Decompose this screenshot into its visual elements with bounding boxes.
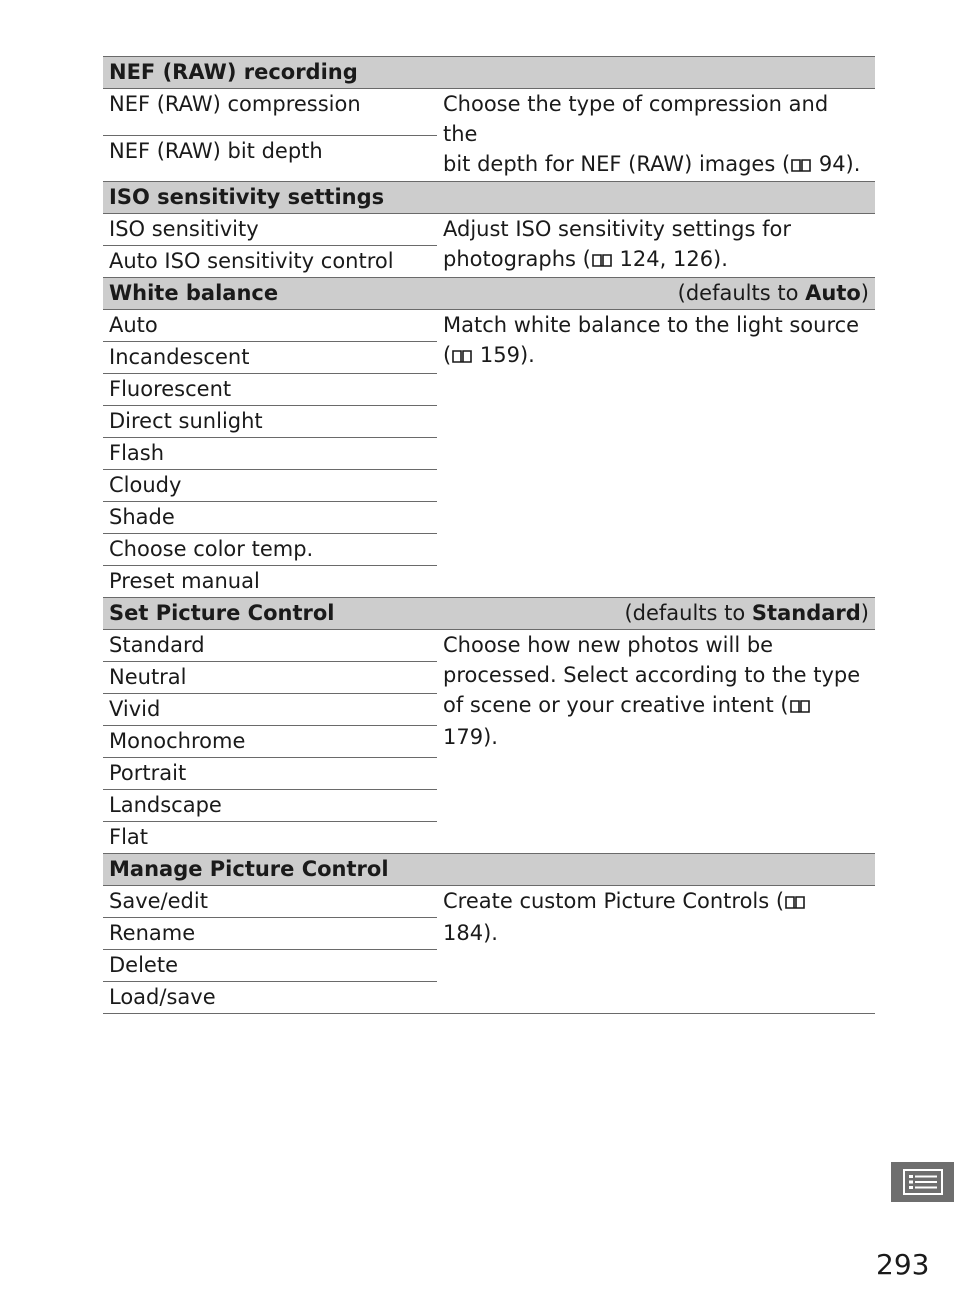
section-title [103,854,875,886]
section-description [437,630,875,854]
section-title [103,278,875,310]
menu-item-label: NEF (RAW) bit depth [103,135,437,182]
menu-item-label: Save/edit [103,886,437,918]
section-header-row [103,854,875,886]
description-line: processed. Select according to the type [443,663,861,687]
menu-item-label: Incandescent [103,342,437,374]
section-header-row [103,57,875,89]
menu-item-label: Flat [103,822,437,854]
menu-item-label: Delete [103,950,437,982]
description-line: ( 159). [443,343,535,367]
book-reference-icon [591,250,613,271]
defaults-value: Standard [751,601,861,625]
section-description [437,886,875,1014]
description-line: of scene or your creative intent ( 179). [443,690,867,752]
menu-item-label: Portrait [103,758,437,790]
description-line: Match white balance to the light source [443,313,860,337]
section-header-row [103,182,875,214]
menu-item-label: Monochrome [103,726,437,758]
menu-item-label: Neutral [103,662,437,694]
book-reference-icon [451,346,473,367]
book-reference-icon [790,155,812,176]
section-tab-marker [891,1162,954,1202]
menu-item-label: Load/save [103,982,437,1014]
section-defaults-note [678,278,875,308]
section-title-text: ISO sensitivity settings [109,185,385,209]
table-row [103,630,875,662]
defaults-suffix: ) [860,281,869,305]
section-title-text: White balance [109,281,279,305]
table-row [103,89,875,136]
section-description [437,214,875,278]
menu-item-label: NEF (RAW) compression [103,89,437,136]
section-description [437,310,875,598]
menu-item-label: Preset manual [103,566,437,598]
section-description [437,89,875,182]
section-header-row [103,278,875,310]
section-title-text: NEF (RAW) recording [109,60,358,84]
menu-item-label: Vivid [103,694,437,726]
section-title [103,182,875,214]
menu-reference-table [103,56,875,1014]
description-line: photographs ( 124, 126). [443,247,728,271]
menu-item-label: ISO sensitivity [103,214,437,246]
defaults-prefix: (defaults to [624,601,752,625]
table-row [103,214,875,246]
menu-item-label: Auto ISO sensitivity control [103,246,437,278]
menu-item-label: Flash [103,438,437,470]
table-row [103,886,875,918]
defaults-prefix: (defaults to [677,281,806,305]
section-header-row [103,598,875,630]
menu-item-label: Fluorescent [103,374,437,406]
page-number: 293 [876,1248,930,1281]
book-reference-icon [789,696,811,717]
menu-item-label: Cloudy [103,470,437,502]
table-body [103,57,875,1014]
table-row [103,310,875,342]
section-title-text: Manage Picture Control [109,857,389,881]
menu-item-label: Landscape [103,790,437,822]
menu-item-label: Shade [103,502,437,534]
section-title-text: Set Picture Control [109,601,335,625]
description-line: Adjust ISO sensitivity settings for [443,217,791,241]
menu-item-label: Choose color temp. [103,534,437,566]
menu-list-icon [901,1167,945,1197]
defaults-suffix: ) [860,601,869,625]
menu-item-label: Standard [103,630,437,662]
description-line: Choose how new photos will be [443,633,774,657]
book-reference-icon [784,892,806,913]
description-line: Create custom Picture Controls ( 184). [443,886,867,948]
menu-item-label: Direct sunlight [103,406,437,438]
description-line: bit depth for NEF (RAW) images ( 94). [443,152,861,176]
description-line: Choose the type of compression and the [443,92,829,146]
menu-item-label: Auto [103,310,437,342]
menu-item-label: Rename [103,918,437,950]
defaults-value: Auto [805,281,861,305]
section-title [103,598,875,630]
section-defaults-note [624,598,875,628]
section-title [103,57,875,89]
